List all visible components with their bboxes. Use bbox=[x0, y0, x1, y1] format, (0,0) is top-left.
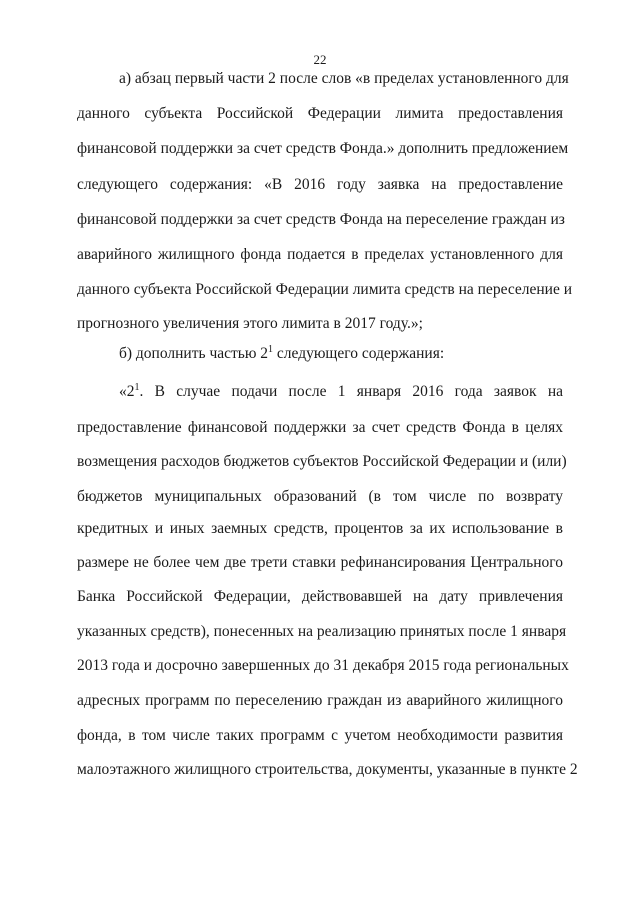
text-line: следующего содержания: «В 2016 году заявка на предоставление bbox=[77, 176, 563, 193]
text-line: возмещения расходов бюджетов субъектов Российской Федерации и (или) bbox=[77, 453, 567, 470]
text-fragment: следующего содержания: bbox=[273, 345, 445, 362]
text-line: фонда, в том числе таких программ с учетом необходимости развития bbox=[77, 727, 563, 744]
text-line: малоэтажного жилищного строительства, документы, указанные в пункте 2 bbox=[77, 761, 578, 778]
text-line: а) абзац первый части 2 после слов «в пределах установленного для bbox=[119, 70, 569, 87]
superscript-one: 1 bbox=[134, 382, 140, 393]
text-fragment: б) дополнить частью 2 bbox=[119, 345, 269, 362]
text-line: указанных средств), понесенных на реализацию принятых после 1 января bbox=[77, 623, 567, 640]
text-line: бюджетов муниципальных образований (в том числе по возврату bbox=[77, 488, 563, 505]
text-line: прогнозного увеличения этого лимита в 2017 году.»; bbox=[77, 315, 423, 332]
text-line bbox=[119, 382, 563, 402]
page-number: 22 bbox=[313, 52, 327, 67]
text-line: данного субъекта Российской Федерации лимита средств на переселение и bbox=[77, 281, 573, 298]
text-line: размере не более чем две трети ставки рефинансирования Центрального bbox=[77, 554, 563, 571]
text-fragment: . В случае подачи после 1 января 2016 года заявок на bbox=[139, 383, 563, 400]
text-line: предоставление финансовой поддержки за счет средств Фонда в целях bbox=[77, 419, 563, 436]
text-line bbox=[119, 344, 563, 364]
text-line: кредитных и иных заемных средств, процентов за их использование в bbox=[77, 520, 563, 537]
text-line: Банка Российской Федерации, действовавшей на дату привлечения bbox=[77, 588, 563, 605]
text-fragment: «2 bbox=[119, 383, 135, 400]
text-line: аварийного жилищного фонда подается в пределах установленного для bbox=[77, 246, 563, 263]
text-line: финансовой поддержки за счет средств Фонда на переселение граждан из bbox=[77, 211, 565, 228]
text-line: данного субъекта Российской Федерации лимита предоставления bbox=[77, 105, 563, 122]
text-line: 2013 года и досрочно завершенных до 31 декабря 2015 года региональных bbox=[77, 657, 569, 674]
superscript-one: 1 bbox=[268, 344, 274, 355]
text-line: финансовой поддержки за счет средств Фонда.» дополнить предложением bbox=[77, 140, 569, 157]
text-line: адресных программ по переселению граждан из аварийного жилищного bbox=[77, 692, 563, 709]
